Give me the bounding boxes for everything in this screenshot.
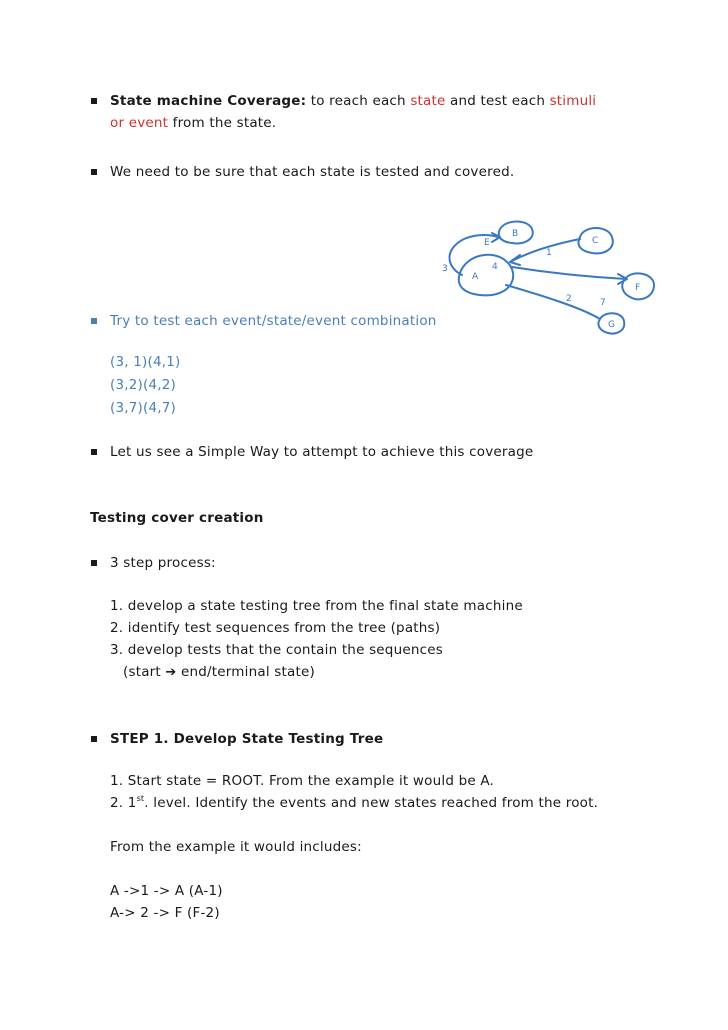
node-e-label: E — [484, 238, 490, 248]
or-event-word: or event — [110, 115, 169, 131]
bullet-step1 — [91, 736, 97, 742]
stimuli-word: stimuli — [549, 93, 597, 109]
step1-line-2: 2. 1st. level. Identify the events and new states reached from the root. — [110, 794, 599, 811]
state-diagram-sketch — [440, 215, 665, 345]
bullet-coverage — [91, 98, 97, 104]
section-heading: Testing cover creation — [90, 510, 264, 526]
bullet-process — [91, 560, 97, 566]
coverage-line-1: State machine Coverage: to reach each state and test each stimuli — [110, 93, 597, 109]
coverage-line-2: or event from the state. — [110, 115, 277, 131]
step1-line-1: 1. Start state = ROOT. From the example it would be A. — [110, 773, 495, 789]
node-a-shape — [459, 255, 513, 296]
combo-2: (3,2)(4,2) — [110, 377, 177, 393]
node-a-label: A — [472, 272, 479, 282]
step-item-3: 3. develop tests that the contain the sequences — [110, 642, 443, 658]
edge-label-1-top: 1 — [546, 248, 552, 258]
node-g-label: G — [608, 320, 616, 330]
example-intro: From the example it would includes: — [110, 839, 362, 855]
coverage-bold: State machine Coverage: — [110, 93, 307, 109]
example-1: A ->1 -> A (A-1) — [110, 883, 223, 899]
step-item-1: 1. develop a state testing tree from the final state machine — [110, 598, 523, 614]
combo-3: (3,7)(4,7) — [110, 400, 177, 416]
edge-label-7: 7 — [600, 298, 606, 308]
node-f-label: F — [635, 283, 641, 293]
right-arrow-icon: ➔ — [165, 665, 177, 680]
edge-label-2: 2 — [566, 294, 572, 304]
try-line: Try to test each event/state/event combination — [110, 313, 437, 329]
edge-label-4: 4 — [492, 262, 498, 272]
node-c-label: C — [592, 236, 599, 246]
state-word: state — [410, 93, 446, 109]
node-b-label: B — [512, 229, 519, 239]
bullet-need — [91, 169, 97, 175]
step1-heading: STEP 1. Develop State Testing Tree — [110, 731, 384, 747]
example-2: A-> 2 -> F (F-2) — [110, 905, 220, 921]
start-end-line: (start ➔ end/terminal state) — [123, 664, 315, 680]
simple-way-line: Let us see a Simple Way to attempt to achieve this coverage — [110, 444, 534, 460]
bullet-try — [91, 318, 97, 324]
process-line: 3 step process: — [110, 555, 216, 571]
edge-label-3: 3 — [442, 264, 448, 274]
combo-1: (3, 1)(4,1) — [110, 354, 181, 370]
bullet-simple-way — [91, 449, 97, 455]
need-line: We need to be sure that each state is tested and covered. — [110, 164, 515, 180]
step-item-2: 2. identify test sequences from the tree (paths) — [110, 620, 441, 636]
